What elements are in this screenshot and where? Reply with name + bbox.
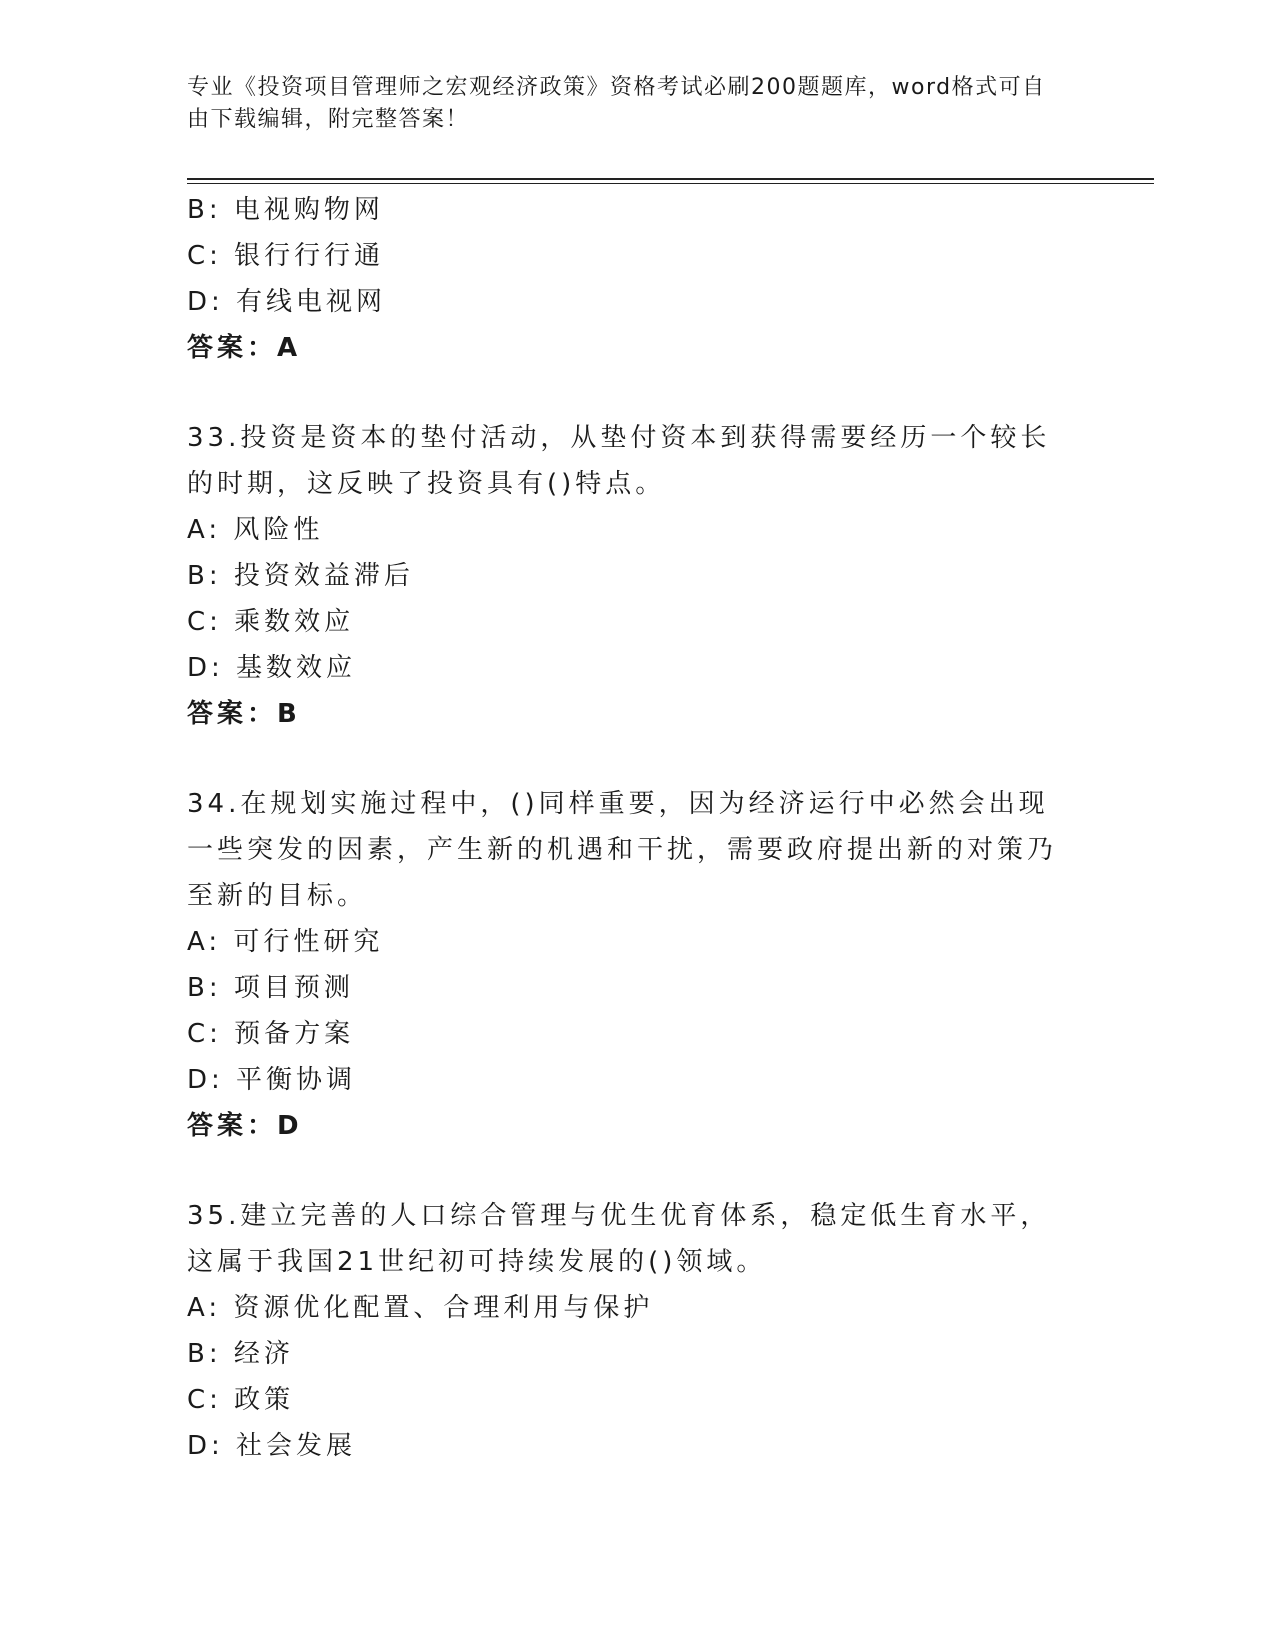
option-d: D: 社会发展 (187, 1431, 357, 1461)
question-33-text: 33.投资是资本的垫付活动，从垫付资本到获得需要经历一个较长的时期，这反映了投资具有()特点。 (187, 423, 1051, 499)
option-b: B: 经济 (187, 1339, 294, 1369)
answer-line: 答案：B (187, 699, 301, 729)
option-a: A: 资源优化配置、合理利用与保护 (187, 1293, 654, 1323)
question-body (187, 187, 1077, 1469)
option-b: B: 项目预测 (187, 973, 354, 1003)
option-a: A: 可行性研究 (187, 927, 384, 957)
answer-line: 答案：A (187, 333, 302, 363)
header-rule-thin (187, 183, 1154, 184)
option-c: C: 预备方案 (187, 1019, 355, 1049)
option-a: A: 风险性 (187, 515, 324, 545)
option-d: D: 平衡协调 (187, 1065, 357, 1095)
question-34-text: 34.在规划实施过程中，()同样重要，因为经济运行中必然会出现一些突发的因素，产生新的机遇和干扰，需要政府提出新的对策乃至新的目标。 (187, 789, 1058, 911)
option-c: C: 银行行行通 (187, 241, 385, 271)
option-d: D: 有线电视网 (187, 287, 387, 317)
answer-line: 答案：D (187, 1111, 303, 1141)
page-header: 专业《投资项目管理师之宏观经济政策》资格考试必刷200题题库，word格式可自由下载编辑，附完整答案！ (187, 75, 1046, 132)
question-35-text: 35.建立完善的人口综合管理与优生优育体系，稳定低生育水平，这属于我国21世纪初可持续发展的()领域。 (187, 1201, 1051, 1277)
option-c: C: 乘数效应 (187, 607, 355, 637)
header-rule-thick (187, 178, 1154, 180)
option-b: B: 电视购物网 (187, 195, 384, 225)
option-d: D: 基数效应 (187, 653, 357, 683)
option-c: C: 政策 (187, 1385, 295, 1415)
option-b: B: 投资效益滞后 (187, 561, 414, 591)
